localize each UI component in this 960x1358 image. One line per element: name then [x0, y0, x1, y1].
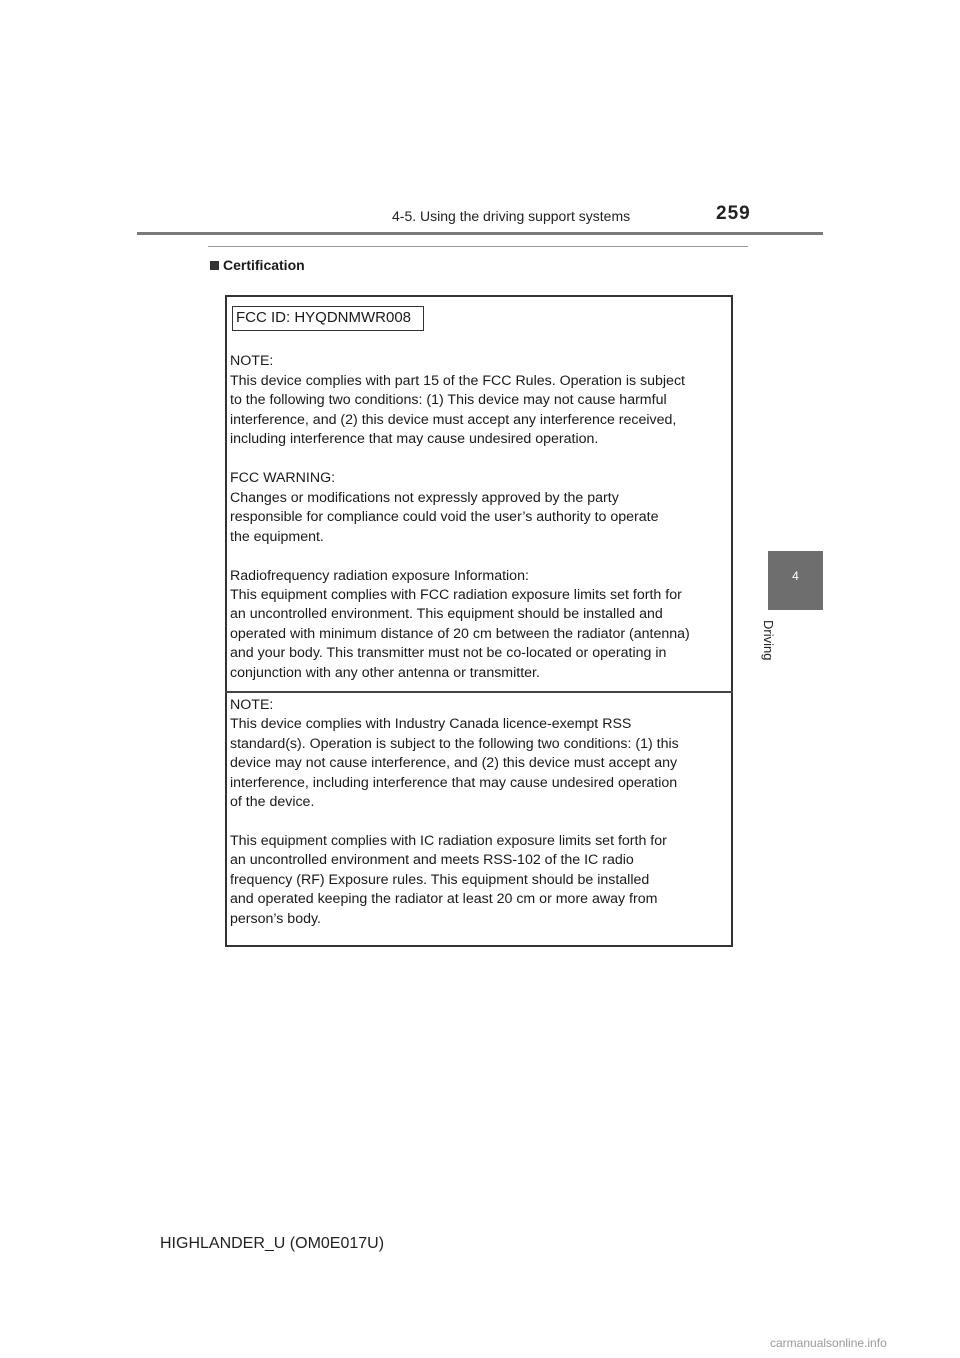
text-line: to the following two conditions: (1) This device may not cause harmful: [230, 392, 667, 408]
text-line: of the device.: [230, 794, 315, 810]
text-line: This equipment complies with FCC radiation exposure limits set forth for: [230, 587, 682, 603]
section-heading-text: Certification: [223, 257, 305, 273]
chapter-tab: [768, 551, 823, 610]
text-line: person’s body.: [230, 911, 321, 927]
text-line: This device complies with part 15 of the FCC Rules. Operation is subject: [230, 373, 685, 389]
text-line: interference, and (2) this device must accept any interference received,: [230, 412, 677, 428]
text-line: an uncontrolled environment. This equipment should be installed and: [230, 606, 663, 622]
text-line: conjunction with any other antenna or transmitter.: [230, 665, 540, 681]
text-line: device may not cause interference, and (2) this device must accept any: [230, 755, 678, 771]
text-line: standard(s). Operation is subject to the following two conditions: (1) this: [230, 736, 679, 752]
footer-model-code: HIGHLANDER_U (OM0E017U): [160, 1235, 385, 1252]
note-heading: NOTE:: [230, 353, 274, 369]
text-line: frequency (RF) Exposure rules. This equipment should be installed: [230, 872, 650, 888]
text-line: the equipment.: [230, 529, 324, 545]
text-line: operated with minimum distance of 20 cm between the radiator (antenna): [230, 626, 690, 642]
fcc-warning-heading: FCC WARNING:: [230, 470, 336, 486]
text-line: This equipment complies with IC radiation exposure limits set forth for: [230, 833, 667, 849]
subheader-divider: [208, 246, 748, 247]
chapter-label: [761, 620, 786, 680]
watermark: carmanualsonline.info: [770, 1336, 887, 1350]
header-section-title: 4-5. Using the driving support systems: [392, 208, 631, 224]
ic-note-heading: NOTE:: [230, 697, 274, 713]
text-line: interference, including interference that may cause undesired operation: [230, 775, 678, 791]
text-line: and operated keeping the radiator at least 20 cm or more away from: [230, 891, 658, 907]
text-line: including interference that may cause undesired operation.: [230, 431, 599, 447]
certification-divider: [225, 691, 733, 693]
chapter-label-text: Driving: [761, 620, 776, 661]
page-number: 259: [716, 203, 751, 224]
text-line: responsible for compliance could void the user’s authority to operate: [230, 509, 659, 525]
rf-exposure-heading: Radiofrequency radiation exposure Information:: [230, 568, 529, 584]
square-bullet-icon: [210, 261, 219, 270]
text-line: an uncontrolled environment and meets RSS-102 of the IC radio: [230, 852, 634, 868]
text-line: This device complies with Industry Canada licence-exempt RSS: [230, 716, 632, 732]
text-line: and your body. This transmitter must not be co-located or operating in: [230, 645, 667, 661]
header-divider: [137, 232, 823, 235]
fcc-id-text: FCC ID: HYQDNMWR008: [236, 309, 412, 326]
text-line: Changes or modifications not expressly approved by the party: [230, 490, 619, 506]
chapter-number: 4: [792, 569, 799, 583]
section-heading: [210, 257, 305, 273]
